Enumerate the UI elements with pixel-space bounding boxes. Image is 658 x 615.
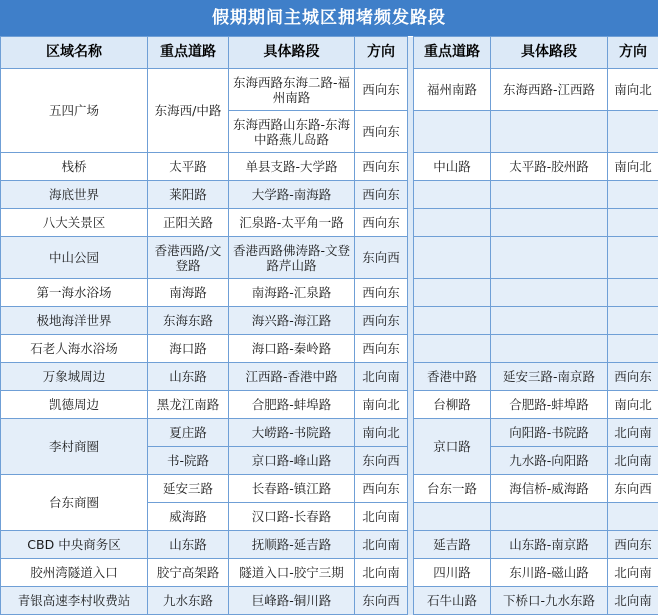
segment-cell: 大学路-南海路 — [229, 181, 355, 209]
road-cell-2: 京口路 — [414, 419, 491, 475]
segment-cell: 东海西路东海二路-福州南路 — [229, 69, 355, 111]
direction-cell-2: 西向东 — [608, 531, 658, 559]
direction-cell: 西向东 — [355, 69, 408, 111]
road-cell-2: 石牛山路 — [414, 587, 491, 615]
direction-cell: 西向东 — [355, 111, 408, 153]
segment-cell-2: 东川路-磁山路 — [491, 559, 608, 587]
direction-cell: 西向东 — [355, 153, 408, 181]
road-cell: 海口路 — [148, 335, 229, 363]
direction-cell: 西向东 — [355, 181, 408, 209]
table-row — [1, 587, 658, 615]
segment-cell-2: 向阳路-书院路 — [491, 419, 608, 447]
direction-cell: 东向西 — [355, 587, 408, 615]
table-row — [1, 307, 658, 335]
direction-cell: 西向东 — [355, 335, 408, 363]
direction-cell-2: 北向南 — [608, 419, 658, 447]
road-cell: 山东路 — [148, 363, 229, 391]
road-cell: 胶宁高架路 — [148, 559, 229, 587]
road-cell-2: 四川路 — [414, 559, 491, 587]
table-row — [1, 559, 658, 587]
area-cell: 八大关景区 — [1, 209, 148, 237]
direction-cell: 北向南 — [355, 531, 408, 559]
segment-cell-2: 山东路-南京路 — [491, 531, 608, 559]
segment-cell: 单县支路-大学路 — [229, 153, 355, 181]
table-row — [1, 209, 658, 237]
area-cell: 中山公园 — [1, 237, 148, 279]
segment-cell-2: 九水路-向阳路 — [491, 447, 608, 475]
road-cell: 延安三路 — [148, 475, 229, 503]
table-row — [1, 153, 658, 181]
area-cell: 海底世界 — [1, 181, 148, 209]
road-cell: 夏庄路 — [148, 419, 229, 447]
area-cell: 第一海水浴场 — [1, 279, 148, 307]
segment-cell: 巨峰路-铜川路 — [229, 587, 355, 615]
direction-cell: 北向南 — [355, 363, 408, 391]
area-cell: 青银高速李村收费站 — [1, 587, 148, 615]
table-row — [1, 475, 658, 503]
table-row — [1, 335, 658, 363]
segment-cell-2: 太平路-胶州路 — [491, 153, 608, 181]
segment-cell-2: 延安三路-南京路 — [491, 363, 608, 391]
segment-cell-2: 下桥口-九水东路 — [491, 587, 608, 615]
direction-cell-2: 北向南 — [608, 559, 658, 587]
header-direction: 方向 — [355, 37, 408, 69]
segment-cell: 长春路-镇江路 — [229, 475, 355, 503]
header-direction-2: 方向 — [608, 37, 658, 69]
segment-cell: 汇泉路-太平角一路 — [229, 209, 355, 237]
road-cell-2: 福州南路 — [414, 69, 491, 111]
road-cell: 太平路 — [148, 153, 229, 181]
road-cell-2: 香港中路 — [414, 363, 491, 391]
area-cell: 凯德周边 — [1, 391, 148, 419]
segment-cell: 合肥路-蚌埠路 — [229, 391, 355, 419]
direction-cell-2: 西向东 — [608, 363, 658, 391]
area-cell: 台东商圈 — [1, 475, 148, 531]
direction-cell-2: 南向北 — [608, 153, 658, 181]
table-row — [1, 69, 658, 111]
road-cell: 正阳关路 — [148, 209, 229, 237]
direction-cell: 北向南 — [355, 559, 408, 587]
road-cell-2: 中山路 — [414, 153, 491, 181]
direction-cell: 西向东 — [355, 279, 408, 307]
road-cell: 东海东路 — [148, 307, 229, 335]
congestion-table — [0, 36, 658, 615]
road-cell: 东海西/中路 — [148, 69, 229, 153]
direction-cell: 南向北 — [355, 391, 408, 419]
segment-cell: 汉口路-长春路 — [229, 503, 355, 531]
header-segment-2: 具体路段 — [491, 37, 608, 69]
direction-cell-2: 南向北 — [608, 69, 658, 111]
segment-cell: 东海西路山东路-东海中路燕儿岛路 — [229, 111, 355, 153]
direction-cell-2: 南向北 — [608, 391, 658, 419]
segment-cell: 海兴路-海江路 — [229, 307, 355, 335]
area-cell: 李村商圈 — [1, 419, 148, 475]
area-cell: 栈桥 — [1, 153, 148, 181]
segment-cell: 江西路-香港中路 — [229, 363, 355, 391]
direction-cell-2: 东向西 — [608, 475, 658, 503]
header-road: 重点道路 — [148, 37, 229, 69]
header-road-2: 重点道路 — [414, 37, 491, 69]
table-row — [1, 531, 658, 559]
page-title: 假期期间主城区拥堵频发路段 — [0, 0, 658, 36]
segment-cell: 大崂路-书院路 — [229, 419, 355, 447]
area-cell: 石老人海水浴场 — [1, 335, 148, 363]
segment-cell: 海口路-秦岭路 — [229, 335, 355, 363]
header-area: 区域名称 — [1, 37, 148, 69]
road-cell: 九水东路 — [148, 587, 229, 615]
road-cell: 莱阳路 — [148, 181, 229, 209]
road-cell: 威海路 — [148, 503, 229, 531]
segment-cell: 京口路-峰山路 — [229, 447, 355, 475]
segment-cell: 抚顺路-延吉路 — [229, 531, 355, 559]
header-row — [1, 37, 658, 69]
direction-cell: 北向南 — [355, 503, 408, 531]
road-cell: 黑龙江南路 — [148, 391, 229, 419]
table-row — [1, 363, 658, 391]
table-row — [1, 181, 658, 209]
road-cell: 书-院路 — [148, 447, 229, 475]
road-cell: 南海路 — [148, 279, 229, 307]
direction-cell: 西向东 — [355, 307, 408, 335]
area-cell: CBD 中央商务区 — [1, 531, 148, 559]
segment-cell: 香港西路佛涛路-文登路芹山路 — [229, 237, 355, 279]
segment-cell-2: 海信桥-威海路 — [491, 475, 608, 503]
road-cell: 香港西路/文登路 — [148, 237, 229, 279]
direction-cell-2: 北向南 — [608, 587, 658, 615]
table-row — [1, 237, 658, 279]
direction-cell: 东向西 — [355, 447, 408, 475]
road-cell-2: 台东一路 — [414, 475, 491, 503]
area-cell: 五四广场 — [1, 69, 148, 153]
road-cell-2: 台柳路 — [414, 391, 491, 419]
area-cell: 万象城周边 — [1, 363, 148, 391]
road-cell: 山东路 — [148, 531, 229, 559]
area-cell: 极地海洋世界 — [1, 307, 148, 335]
direction-cell: 东向西 — [355, 237, 408, 279]
direction-cell: 西向东 — [355, 475, 408, 503]
direction-cell: 南向北 — [355, 419, 408, 447]
segment-cell-2: 东海西路-江西路 — [491, 69, 608, 111]
direction-cell-2: 北向南 — [608, 447, 658, 475]
road-cell-2: 延吉路 — [414, 531, 491, 559]
header-segment: 具体路段 — [229, 37, 355, 69]
direction-cell: 西向东 — [355, 209, 408, 237]
segment-cell-2: 合肥路-蚌埠路 — [491, 391, 608, 419]
segment-cell: 隧道入口-胶宁三期 — [229, 559, 355, 587]
area-cell: 胶州湾隧道入口 — [1, 559, 148, 587]
table-row — [1, 279, 658, 307]
table-row — [1, 419, 658, 447]
table-row — [1, 391, 658, 419]
segment-cell: 南海路-汇泉路 — [229, 279, 355, 307]
